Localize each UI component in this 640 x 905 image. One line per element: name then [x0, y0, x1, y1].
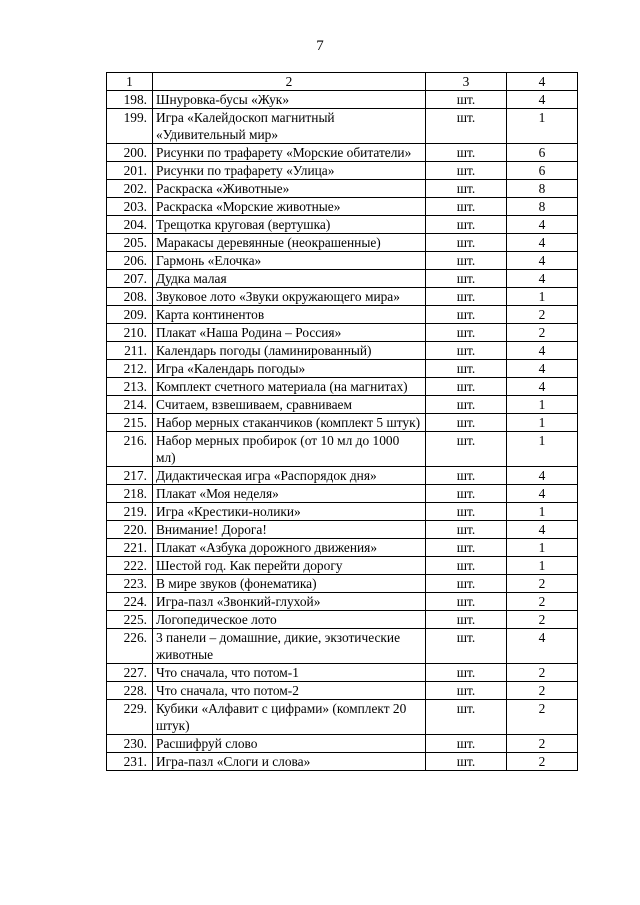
unit-cell: шт.	[426, 270, 507, 288]
table-row	[107, 109, 578, 144]
quantity-cell: 1	[507, 396, 578, 414]
row-number: 205.	[107, 234, 153, 252]
item-name: Раскраска «Животные»	[153, 180, 426, 198]
row-number: 209.	[107, 306, 153, 324]
item-name: Плакат «Наша Родина – Россия»	[153, 324, 426, 342]
unit-cell: шт.	[426, 485, 507, 503]
row-number: 218.	[107, 485, 153, 503]
inventory-table	[106, 72, 578, 771]
item-name: Что сначала, что потом-2	[153, 682, 426, 700]
quantity-cell: 4	[507, 216, 578, 234]
unit-cell: шт.	[426, 91, 507, 109]
table-row	[107, 342, 578, 360]
quantity-cell: 1	[507, 288, 578, 306]
unit-cell: шт.	[426, 503, 507, 521]
table-row	[107, 252, 578, 270]
row-number: 228.	[107, 682, 153, 700]
row-number: 203.	[107, 198, 153, 216]
unit-cell: шт.	[426, 378, 507, 396]
unit-cell: шт.	[426, 539, 507, 557]
item-name: Набор мерных стаканчиков (комплект 5 штук)	[153, 414, 426, 432]
table-row	[107, 198, 578, 216]
unit-cell: шт.	[426, 162, 507, 180]
unit-cell: шт.	[426, 324, 507, 342]
row-number: 223.	[107, 575, 153, 593]
unit-cell: шт.	[426, 682, 507, 700]
table-row	[107, 682, 578, 700]
quantity-cell: 1	[507, 109, 578, 144]
quantity-cell: 2	[507, 753, 578, 771]
quantity-cell: 4	[507, 234, 578, 252]
table-row	[107, 414, 578, 432]
table-row	[107, 485, 578, 503]
table-header-row	[107, 73, 578, 91]
item-name: Плакат «Азбука дорожного движения»	[153, 539, 426, 557]
item-name: Дидактическая игра «Распорядок дня»	[153, 467, 426, 485]
row-number: 199.	[107, 109, 153, 144]
quantity-cell: 4	[507, 467, 578, 485]
row-number: 207.	[107, 270, 153, 288]
quantity-cell: 2	[507, 306, 578, 324]
row-number: 226.	[107, 629, 153, 664]
quantity-cell: 2	[507, 664, 578, 682]
quantity-cell: 2	[507, 575, 578, 593]
item-name: Игра «Календарь погоды»	[153, 360, 426, 378]
table-row	[107, 180, 578, 198]
unit-cell: шт.	[426, 396, 507, 414]
row-number: 210.	[107, 324, 153, 342]
table-row	[107, 216, 578, 234]
row-number: 220.	[107, 521, 153, 539]
table-row	[107, 539, 578, 557]
item-name: Календарь погоды (ламинированный)	[153, 342, 426, 360]
quantity-cell: 8	[507, 198, 578, 216]
item-name: Расшифруй слово	[153, 735, 426, 753]
table-body	[107, 91, 578, 771]
item-name: Внимание! Дорога!	[153, 521, 426, 539]
item-name: Игра «Крестики-нолики»	[153, 503, 426, 521]
row-number: 204.	[107, 216, 153, 234]
quantity-cell: 1	[507, 539, 578, 557]
item-name: Логопедическое лото	[153, 611, 426, 629]
table-row	[107, 611, 578, 629]
unit-cell: шт.	[426, 180, 507, 198]
page-number: 7	[316, 38, 324, 54]
quantity-cell: 2	[507, 593, 578, 611]
unit-cell: шт.	[426, 252, 507, 270]
table-row	[107, 700, 578, 735]
unit-cell: шт.	[426, 414, 507, 432]
table-row	[107, 162, 578, 180]
table-row	[107, 557, 578, 575]
table-row	[107, 664, 578, 682]
row-number: 227.	[107, 664, 153, 682]
row-number: 224.	[107, 593, 153, 611]
unit-cell: шт.	[426, 575, 507, 593]
item-name: Раскраска «Морские животные»	[153, 198, 426, 216]
unit-cell: шт.	[426, 216, 507, 234]
table-row	[107, 91, 578, 109]
row-number: 221.	[107, 539, 153, 557]
quantity-cell: 4	[507, 629, 578, 664]
row-number: 229.	[107, 700, 153, 735]
table-row	[107, 378, 578, 396]
table-row	[107, 432, 578, 467]
row-number: 215.	[107, 414, 153, 432]
item-name: 3 панели – домашние, дикие, экзотические животные	[153, 629, 426, 664]
item-name: Считаем, взвешиваем, сравниваем	[153, 396, 426, 414]
unit-cell: шт.	[426, 467, 507, 485]
quantity-cell: 8	[507, 180, 578, 198]
row-number: 222.	[107, 557, 153, 575]
quantity-cell: 4	[507, 252, 578, 270]
row-number: 225.	[107, 611, 153, 629]
table-row	[107, 144, 578, 162]
item-name: Трещотка круговая (вертушка)	[153, 216, 426, 234]
header-col-1: 1	[107, 73, 153, 91]
table-row	[107, 467, 578, 485]
quantity-cell: 6	[507, 144, 578, 162]
item-name: Маракасы деревянные (неокрашенные)	[153, 234, 426, 252]
unit-cell: шт.	[426, 234, 507, 252]
row-number: 212.	[107, 360, 153, 378]
item-name: Шнуровка-бусы «Жук»	[153, 91, 426, 109]
row-number: 230.	[107, 735, 153, 753]
quantity-cell: 4	[507, 342, 578, 360]
unit-cell: шт.	[426, 109, 507, 144]
table-row	[107, 503, 578, 521]
unit-cell: шт.	[426, 144, 507, 162]
quantity-cell: 1	[507, 503, 578, 521]
item-name: Рисунки по трафарету «Морские обитатели»	[153, 144, 426, 162]
unit-cell: шт.	[426, 664, 507, 682]
item-name: Плакат «Моя неделя»	[153, 485, 426, 503]
unit-cell: шт.	[426, 629, 507, 664]
quantity-cell: 4	[507, 378, 578, 396]
item-name: Игра-пазл «Слоги и слова»	[153, 753, 426, 771]
item-name: Дудка малая	[153, 270, 426, 288]
unit-cell: шт.	[426, 557, 507, 575]
quantity-cell: 2	[507, 611, 578, 629]
row-number: 200.	[107, 144, 153, 162]
table-row	[107, 234, 578, 252]
quantity-cell: 4	[507, 485, 578, 503]
unit-cell: шт.	[426, 198, 507, 216]
table-row	[107, 306, 578, 324]
row-number: 217.	[107, 467, 153, 485]
row-number: 208.	[107, 288, 153, 306]
item-name: Игра-пазл «Звонкий-глухой»	[153, 593, 426, 611]
table-row	[107, 575, 578, 593]
row-number: 213.	[107, 378, 153, 396]
item-name: Игра «Калейдоскоп магнитный «Удивительный мир»	[153, 109, 426, 144]
quantity-cell: 1	[507, 432, 578, 467]
unit-cell: шт.	[426, 700, 507, 735]
row-number: 231.	[107, 753, 153, 771]
quantity-cell: 2	[507, 700, 578, 735]
table-row	[107, 324, 578, 342]
quantity-cell: 4	[507, 521, 578, 539]
unit-cell: шт.	[426, 735, 507, 753]
item-name: В мире звуков (фонематика)	[153, 575, 426, 593]
table-row	[107, 396, 578, 414]
unit-cell: шт.	[426, 360, 507, 378]
unit-cell: шт.	[426, 306, 507, 324]
quantity-cell: 4	[507, 91, 578, 109]
row-number: 206.	[107, 252, 153, 270]
unit-cell: шт.	[426, 611, 507, 629]
row-number: 216.	[107, 432, 153, 467]
quantity-cell: 4	[507, 360, 578, 378]
row-number: 201.	[107, 162, 153, 180]
unit-cell: шт.	[426, 753, 507, 771]
row-number: 211.	[107, 342, 153, 360]
item-name: Что сначала, что потом-1	[153, 664, 426, 682]
unit-cell: шт.	[426, 593, 507, 611]
item-name: Рисунки по трафарету «Улица»	[153, 162, 426, 180]
unit-cell: шт.	[426, 432, 507, 467]
item-name: Шестой год. Как перейти дорогу	[153, 557, 426, 575]
header-col-2: 2	[153, 73, 426, 91]
item-name: Гармонь «Елочка»	[153, 252, 426, 270]
item-name: Карта континентов	[153, 306, 426, 324]
row-number: 202.	[107, 180, 153, 198]
quantity-cell: 2	[507, 735, 578, 753]
quantity-cell: 1	[507, 557, 578, 575]
item-name: Комплект счетного материала (на магнитах)	[153, 378, 426, 396]
table-row	[107, 629, 578, 664]
table-row	[107, 288, 578, 306]
row-number: 214.	[107, 396, 153, 414]
quantity-cell: 2	[507, 682, 578, 700]
unit-cell: шт.	[426, 521, 507, 539]
table-row	[107, 593, 578, 611]
row-number: 198.	[107, 91, 153, 109]
row-number: 219.	[107, 503, 153, 521]
unit-cell: шт.	[426, 288, 507, 306]
table-row	[107, 735, 578, 753]
table-row	[107, 360, 578, 378]
table-row	[107, 753, 578, 771]
table-row	[107, 521, 578, 539]
header-col-4: 4	[507, 73, 578, 91]
header-col-3: 3	[426, 73, 507, 91]
quantity-cell: 4	[507, 270, 578, 288]
quantity-cell: 1	[507, 414, 578, 432]
table-row	[107, 270, 578, 288]
item-name: Звуковое лото «Звуки окружающего мира»	[153, 288, 426, 306]
quantity-cell: 2	[507, 324, 578, 342]
item-name: Кубики «Алфавит с цифрами» (комплект 20 штук)	[153, 700, 426, 735]
unit-cell: шт.	[426, 342, 507, 360]
item-name: Набор мерных пробирок (от 10 мл до 1000 мл)	[153, 432, 426, 467]
quantity-cell: 6	[507, 162, 578, 180]
